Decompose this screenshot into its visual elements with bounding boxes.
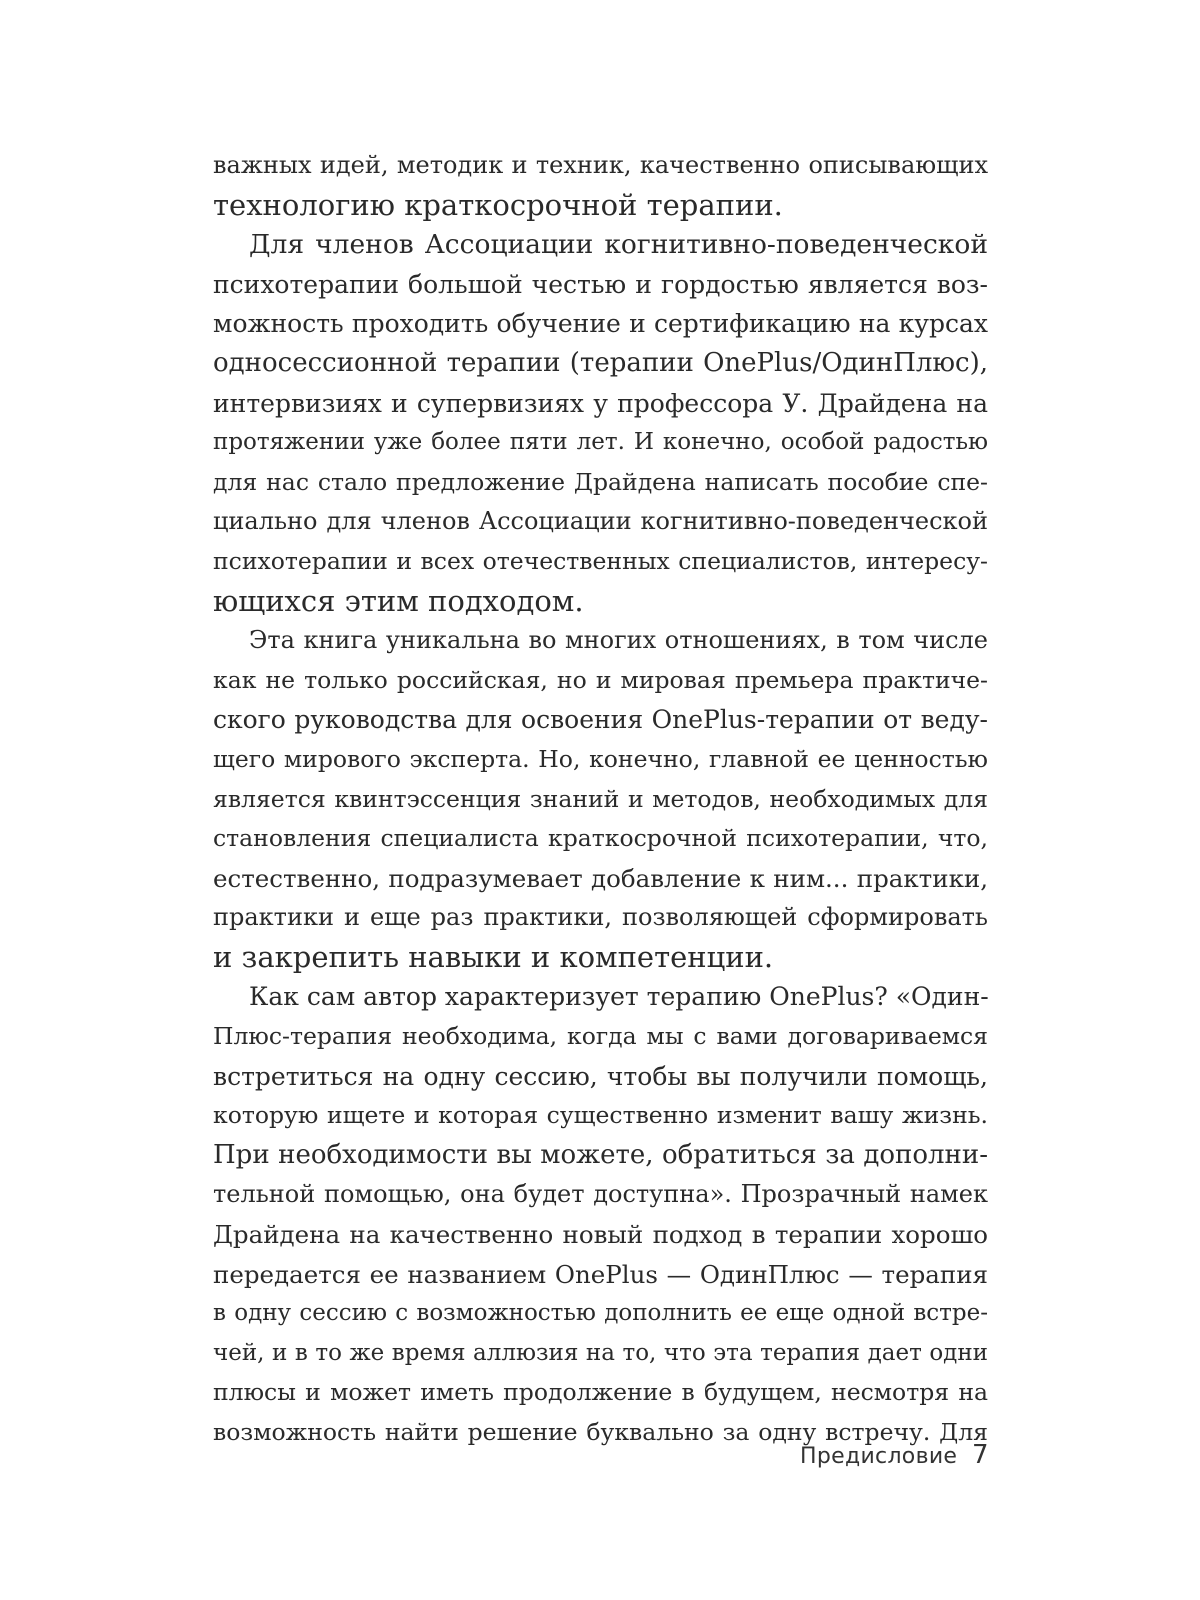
- text-line: является квинтэссенция знаний и методов, необходимых для: [213, 784, 988, 813]
- text-line: как не только российская, но и мировая премьера практиче-: [213, 665, 988, 694]
- text-line: Плюс-терапия необходима, когда мы с вами договариваемся: [213, 1022, 988, 1051]
- text-line: важных идей, методик и техник, качественно описывающих: [213, 151, 988, 179]
- text-line: технологию краткосрочной терапии.: [213, 187, 783, 222]
- page-number: 7: [972, 1440, 989, 1470]
- text-line: односессионной терапии (терапии OnePlus/ОдинПлюс),: [213, 347, 988, 378]
- text-line: психотерапии и всех отечественных специалистов, интересу-: [213, 546, 988, 575]
- text-line: естественно, подразумевает добавление к ним... практики,: [213, 863, 988, 893]
- text-line: встретиться на одну сессию, чтобы вы получили помощь,: [213, 1061, 988, 1091]
- text-line: Для членов Ассоциации когнитивно-поведенческой: [249, 229, 988, 261]
- text-line: плюсы и может иметь продолжение в будущем, несмотря на: [213, 1378, 988, 1407]
- text-line: практики и еще раз практики, позволяющей сформировать: [213, 903, 988, 932]
- text-line: для нас стало предложение Драйдена написать пособие спе-: [213, 467, 988, 496]
- text-line: щего мирового эксперта. Но, конечно, главной ее ценностью: [213, 744, 988, 773]
- text-line: в одну сессию с возможностью дополнить ее еще одной встре-: [213, 1300, 988, 1327]
- text-line: возможность найти решение буквально за одну встречу. Для: [213, 1418, 988, 1446]
- text-line: тельной помощью, она будет доступна». Прозрачный намек: [213, 1180, 988, 1209]
- text-line: ского руководства для освоения OnePlus-терапии от веду-: [213, 705, 988, 735]
- text-line: становления специалиста краткосрочной психотерапии, что,: [213, 824, 988, 853]
- text-line: можность проходить обучение и сертификацию на курсах: [213, 309, 988, 339]
- text-line: При необходимости вы можете, обратиться за дополни-: [213, 1139, 988, 1170]
- text-line: чей, и в то же время аллюзия на то, что эта терапия дает одни: [213, 1339, 988, 1366]
- body-text: [213, 146, 988, 1453]
- text-line: циально для членов Ассоциации когнитивно-поведенческой: [213, 507, 988, 536]
- text-line: которую ищете и которая существенно изменит вашу жизнь.: [213, 1101, 988, 1130]
- text-line: Эта книга уникальна во многих отношениях, в том числе: [249, 626, 988, 655]
- running-footer-title: Предисловие: [800, 1444, 958, 1469]
- text-line: протяжении уже более пяти лет. И конечно, особой радостью: [213, 429, 988, 456]
- text-line: Как сам автор характеризует терапию OnePlus? «Один-: [249, 982, 989, 1012]
- text-line: интервизиях и супервизиях у профессора У. Драйдена на: [213, 388, 988, 418]
- text-line: психотерапии большой честью и гордостью является воз-: [213, 269, 988, 299]
- text-line: передается ее названием OnePlus — ОдинПлюс — терапия: [213, 1259, 988, 1289]
- text-line: и закрепить навыки и компетенции.: [213, 939, 774, 974]
- text-line: ющихся этим подходом.: [213, 583, 584, 618]
- text-line: Драйдена на качественно новый подход в терапии хорошо: [213, 1220, 988, 1250]
